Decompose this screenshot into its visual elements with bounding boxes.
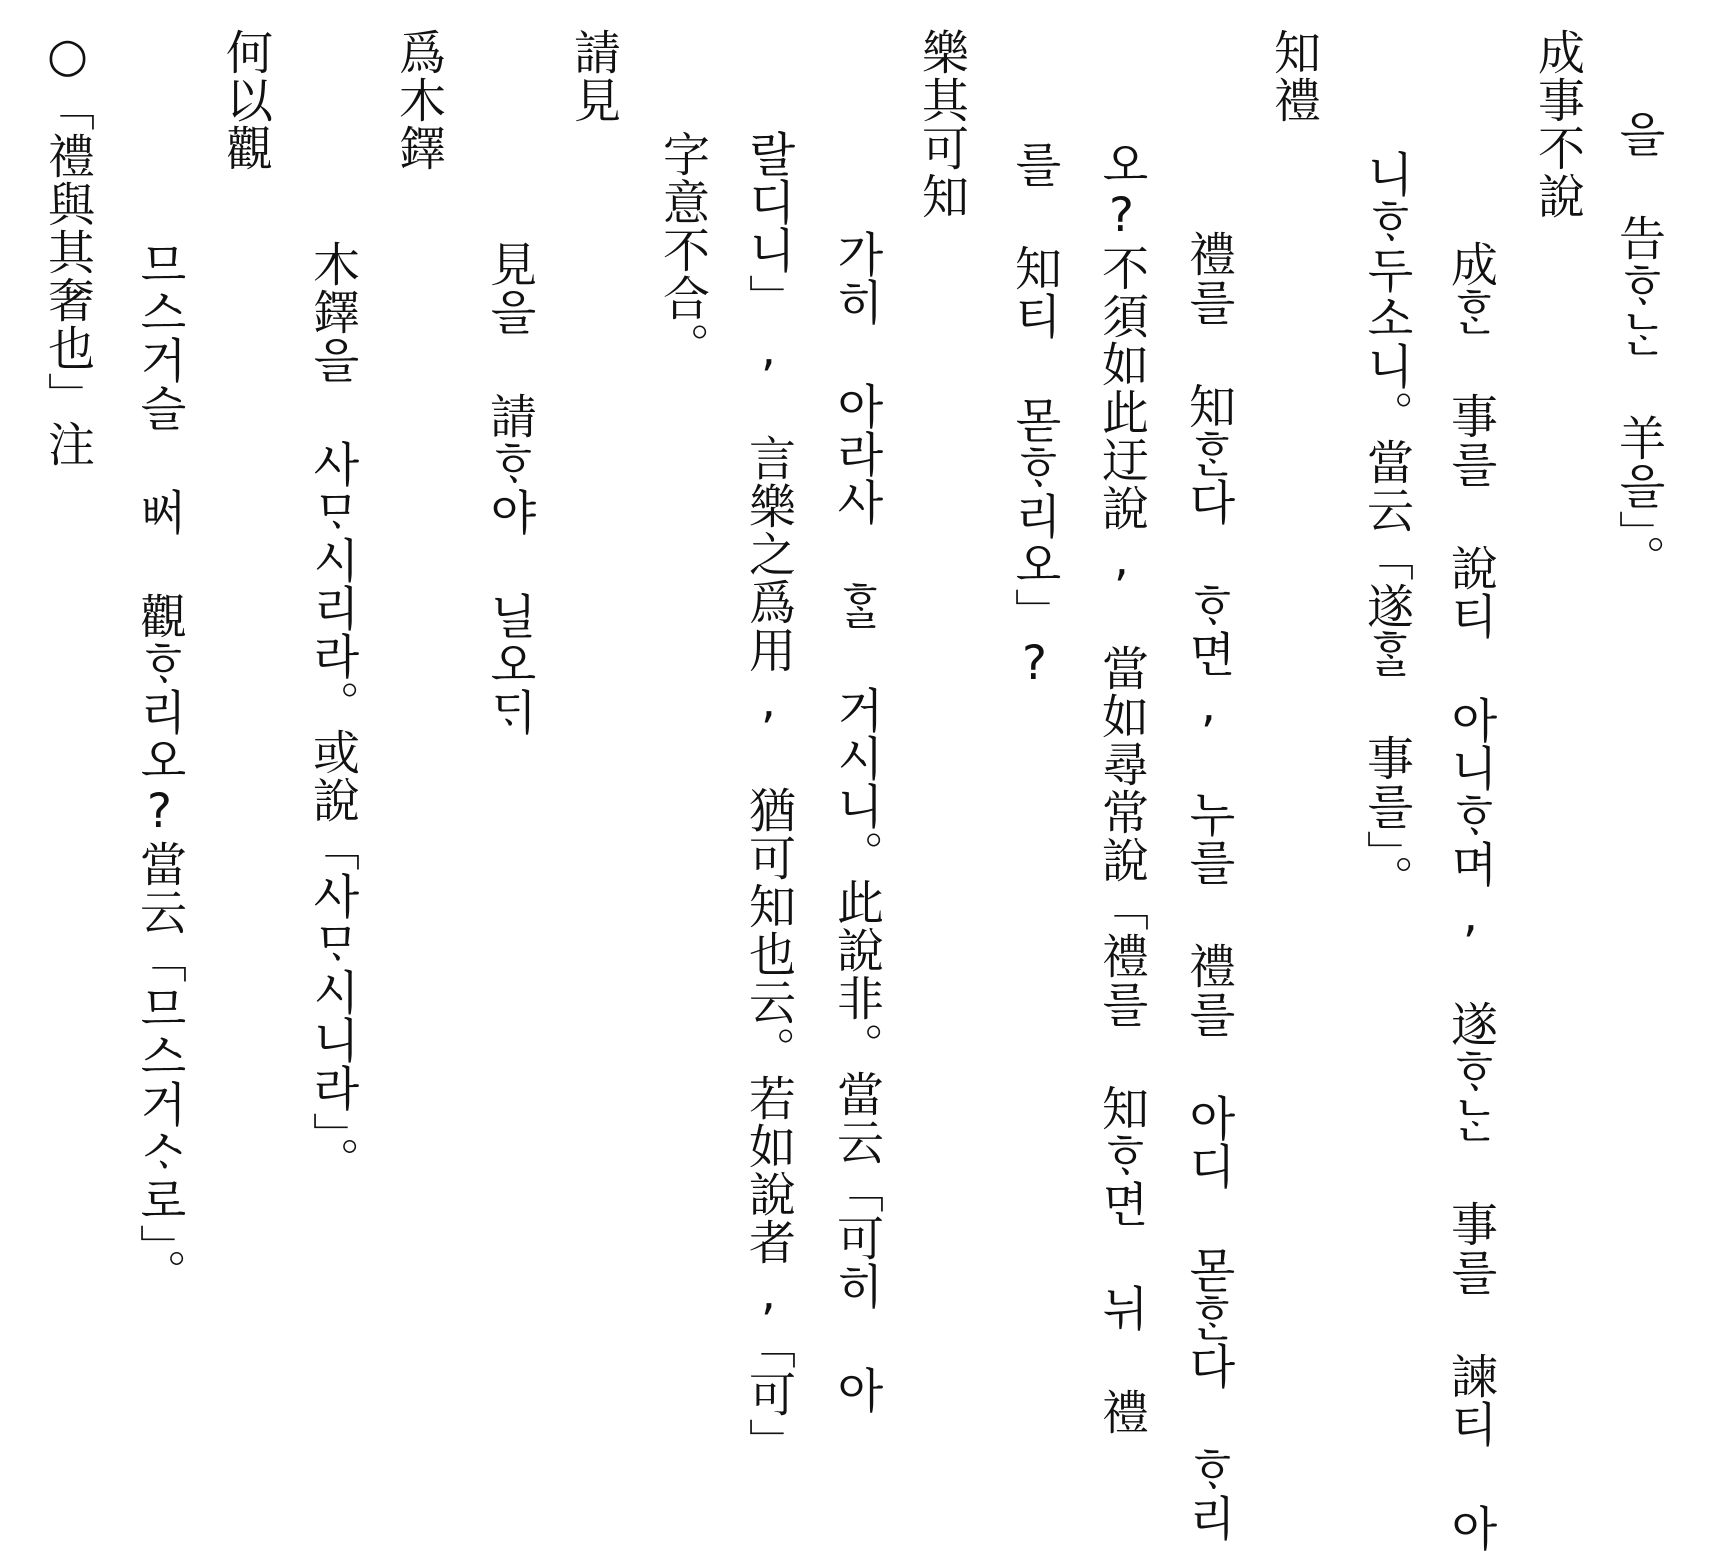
text-column-10: 가히 아라사 ᄒᆞᆯ 거시니。此說非。當云「可히 아 — [829, 230, 884, 1414]
heading-column-13: 請見 — [566, 28, 621, 124]
text-column-4: 니ᄒᆞ두소니。當云「遂ᄒᆞᆯ 事를」。 — [1359, 150, 1414, 903]
text-column-19: ○「禮與其奢也」注 — [40, 28, 95, 468]
heading-column-2: 成事不說 — [1530, 28, 1585, 220]
heading-column-5: 知禮 — [1266, 28, 1321, 124]
text-column-16: 木鐸을 사ᄆᆞ시리라。或說「사ᄆᆞ시니라」。 — [305, 240, 360, 1185]
text-column-12: 字意不合。 — [655, 130, 710, 370]
text-column-1: 을 告ᄒᆞᄂᆞᆫ 羊을」。 — [1611, 110, 1666, 583]
text-column-6: 禮를 知ᄒᆞᆫ다 ᄒᆞ면, 누를 禮를 아디 몯ᄒᆞᆫ다 ᄒᆞ리 — [1181, 230, 1236, 1542]
heading-column-17: 何以觀 — [218, 28, 273, 172]
text-column-8: 를 知티 몯ᄒᆞ리오」? — [1007, 140, 1062, 692]
text-column-18: 므스거슬 ᄡᅥ 觀ᄒᆞ리오?當云「므스거ᄉᆞ로」。 — [132, 240, 187, 1297]
heading-column-9: 樂其可知 — [914, 28, 969, 220]
text-column-7: 오?不須如此迂說, 當如尋常說「禮를 知ᄒᆞ면 뉘 禮 — [1094, 140, 1149, 1436]
text-column-11: 랄디니」, 言樂之爲用, 猶可知也云。若如說者,「可」 — [741, 130, 796, 1466]
text-column-14: 見을 請ᄒᆞ야 닐오ᄃᆡ — [482, 240, 537, 736]
heading-column-15: 爲木鐸 — [391, 28, 446, 172]
text-column-3: 成ᄒᆞᆫ 事를 說티 아니ᄒᆞ며, 遂ᄒᆞᄂᆞᆫ 事를 諫티 아 — [1443, 240, 1498, 1552]
